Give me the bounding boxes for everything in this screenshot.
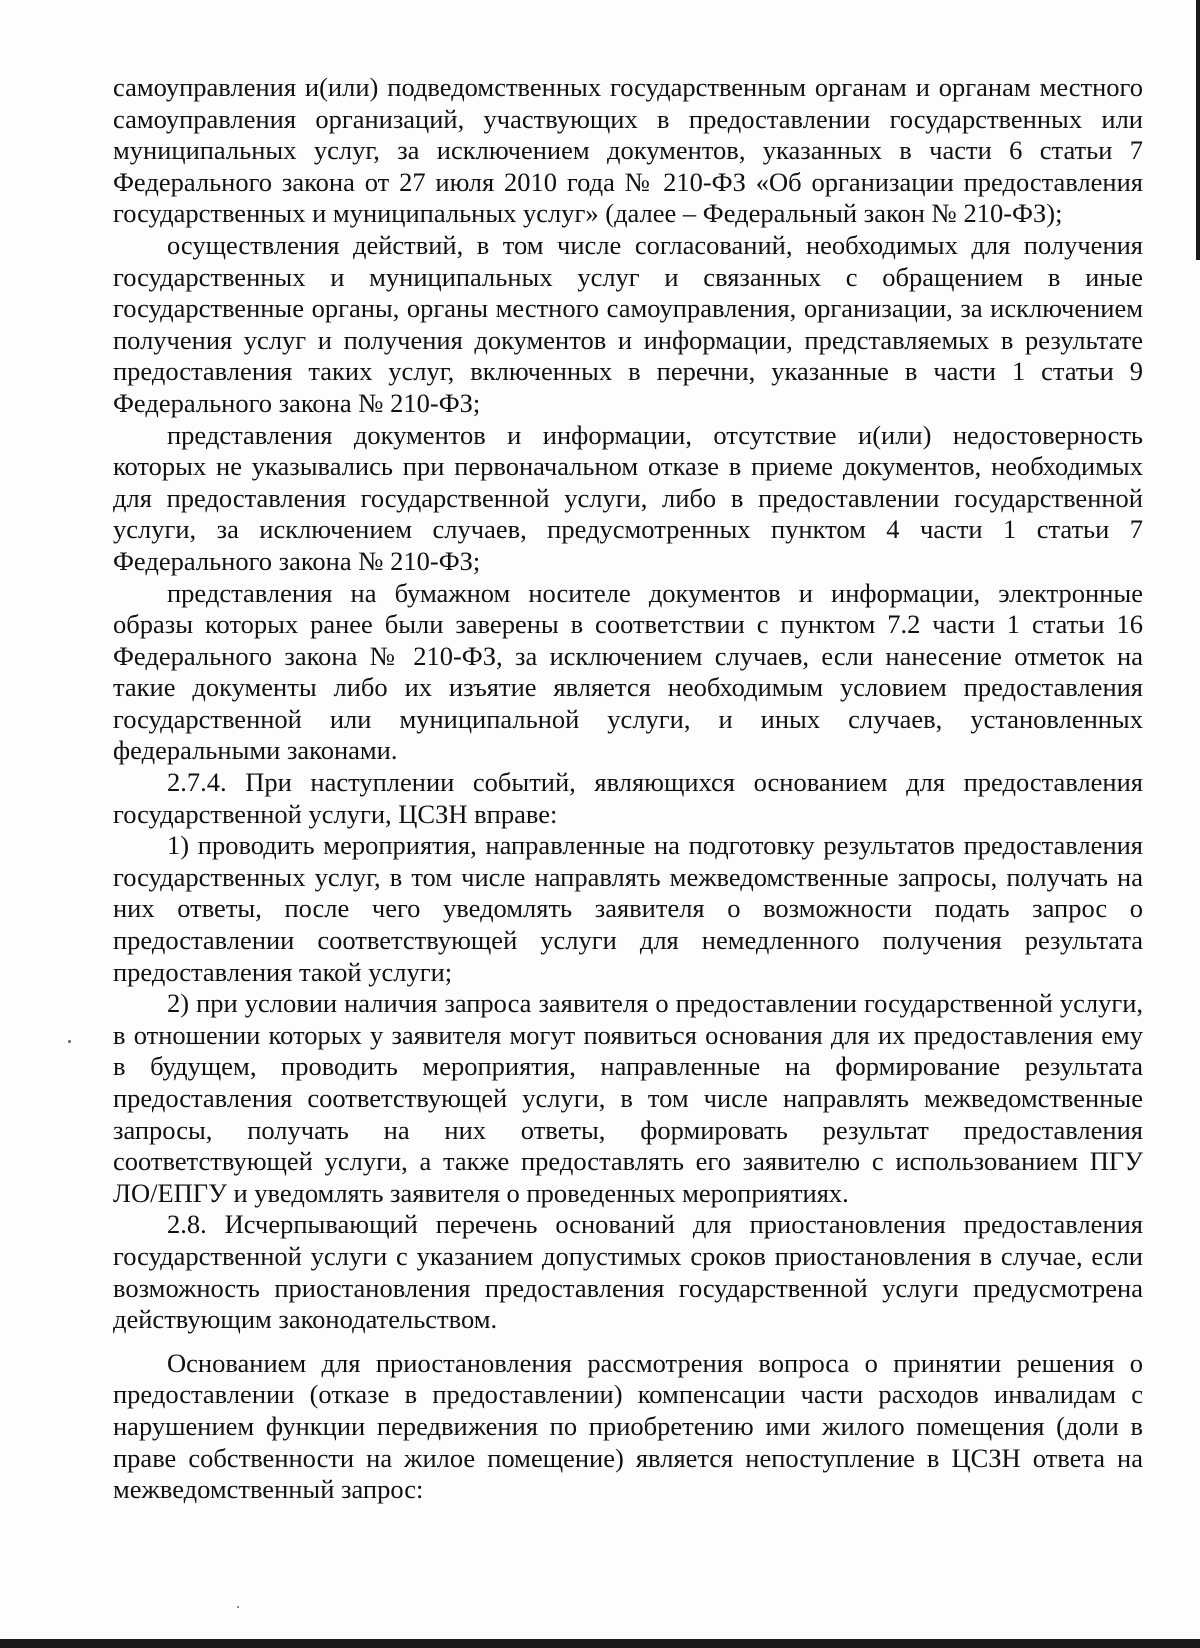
paragraph-1: самоуправления и(или) подведомственных государственным органам и органам местного самоуправления организаций, участвующих в предоставлении государственных или муниципальных услуг, за исключением документов, указанных в части 6 статьи 7 Федерального закона от 27 июля 2010 года № 210-ФЗ «Об организации предоставления государственных и муниципальных услуг» (далее – Федеральный закон № 210-ФЗ);	[113, 72, 1143, 229]
scan-speck	[68, 1040, 71, 1043]
scan-edge-right	[1196, 0, 1200, 260]
paragraph-9: Основанием для приостановления рассмотрения вопроса о принятии решения о предоставлении (отказе в предоставлении) компенсации части расходов инвалидам с нарушением функции передвижения по приобретению ими жилого помещения (доли в праве собственности на жилое помещение) является непоступление в ЦСЗН ответа на межведомственный запрос:	[113, 1347, 1143, 1505]
paragraph-5: 2.7.4. При наступлении событий, являющихся основанием для предоставления государственной услуги, ЦСЗН вправе:	[113, 767, 1143, 829]
paragraph-6: 1) проводить мероприятия, направленные на подготовку результатов предоставления государственных услуг, в том числе направлять межведомственные запросы, получать на них ответы, после чего уведомлять заявителя о возможности подать запрос о предоставлении соответствующей услуги для немедленного получения результата предоставления такой услуги;	[113, 830, 1143, 987]
scan-speck	[237, 1606, 239, 1608]
document-body	[113, 72, 1143, 1506]
scan-edge-bottom	[0, 1639, 1200, 1648]
paragraph-3: представления документов и информации, отсутствие и(или) недостоверность которых не указывались при первоначальном отказе в приеме документов, необходимых для предоставления государственной услуги, либо в предоставлении государственной услуги, за исключением случаев, предусмотренных пунктом 4 части 1 статьи 7 Федерального закона № 210-ФЗ;	[113, 419, 1143, 576]
paragraph-7: 2) при условии наличия запроса заявителя о предоставлении государственной услуги, в отношении которых у заявителя могут появиться основания для их предоставления ему в будущем, проводить мероприятия, направленные на формирование результата предоставления соответствующей услуги, в том числе направлять межведомственные запросы, получать на них ответы, формировать результат предоставления соответствующей услуги, а также предоставлять его заявителю с использованием ПГУ ЛО/ЕПГУ и уведомлять заявителя о проведенных мероприятиях.	[113, 988, 1143, 1208]
paragraph-8: 2.8. Исчерпывающий перечень оснований для приостановления предоставления государственной услуги с указанием допустимых сроков приостановления в случае, если возможность приостановления предоставления государственной услуги предусмотрена действующим законодательством.	[113, 1209, 1143, 1335]
paragraph-2: осуществления действий, в том числе согласований, необходимых для получения государственных и муниципальных услуг и связанных с обращением в иные государственные органы, органы местного самоуправления, организации, за исключением получения услуг и получения документов и информации, представляемых в результате предоставления таких услуг, включенных в перечни, указанные в части 1 статьи 9 Федерального закона № 210-ФЗ;	[113, 229, 1143, 418]
paragraph-4: представления на бумажном носителе документов и информации, электронные образы которых ранее были заверены в соответствии с пунктом 7.2 части 1 статьи 16 Федерального закона № 210-ФЗ, за исключением случаев, если нанесение отметок на такие документы либо их изъятие является необходимым условием предоставления государственной или муниципальной услуги, и иных случаев, установленных федеральными законами.	[113, 577, 1143, 766]
